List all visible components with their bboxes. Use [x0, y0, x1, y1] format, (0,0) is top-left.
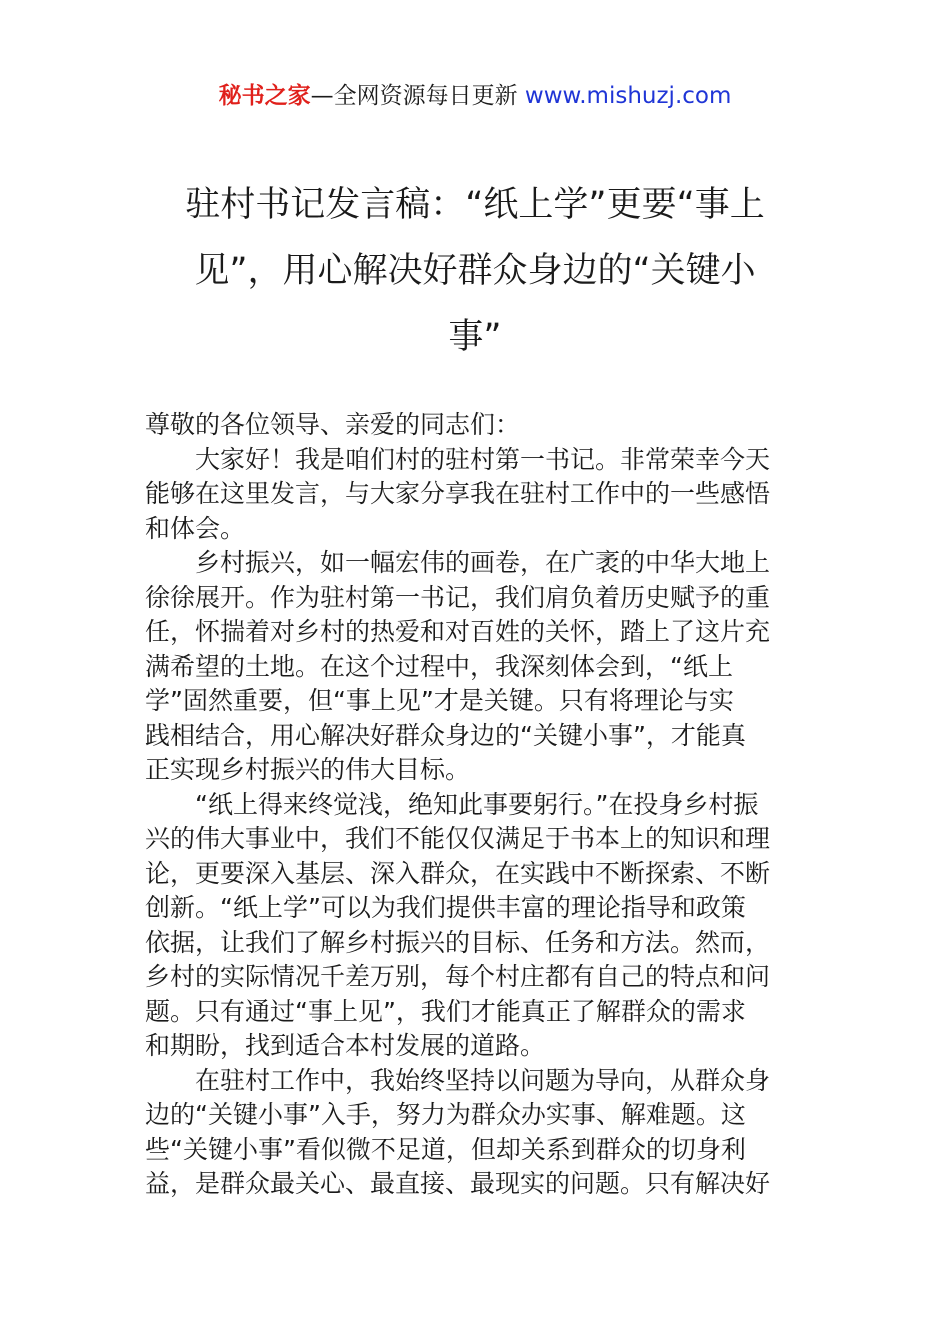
- body-line: 大家好！我是咱们村的驻村第一书记。非常荣幸今天: [195, 444, 771, 474]
- title-line: 见”，用心解决好群众身边的“关键小: [194, 251, 756, 291]
- header-tagline: —全网资源每日更新: [310, 83, 525, 109]
- document-body: [145, 408, 807, 1202]
- body-line: 论，更要深入基层、深入群众，在实践中不断探索、不断: [145, 858, 771, 888]
- title-line: 事”: [448, 317, 502, 357]
- body-line: 些“关键小事”看似微不足道，但却关系到群众的切身利: [145, 1134, 746, 1164]
- body-line: 践相结合，用心解决好群众身边的“关键小事”，才能真: [145, 720, 746, 750]
- body-line: “纸上得来终觉浅，绝知此事要躬行。”在投身乡村振: [195, 789, 759, 819]
- body-line: 正实现乡村振兴的伟大目标。: [145, 755, 471, 784]
- body-line: 和体会。: [145, 513, 246, 543]
- body-line: 任，怀揣着对乡村的热爱和对百姓的关怀，踏上了这片充: [145, 617, 771, 646]
- body-line: 徐徐展开。作为驻村第一书记，我们肩负着历史赋予的重: [145, 582, 771, 612]
- title-line: 驻村书记发言稿：“纸上学”更要“事上: [185, 185, 765, 225]
- salutation: 尊敬的各位领导、亲爱的同志们：: [145, 410, 521, 439]
- site-url-link[interactable]: www.mishuzj.com: [524, 83, 732, 109]
- body-line: 兴的伟大事业中，我们不能仅仅满足于书本上的知识和理: [145, 824, 771, 853]
- brand-name: 秘书之家: [218, 83, 311, 109]
- body-line: 在驻村工作中，我始终坚持以问题为导向，从群众身: [195, 1065, 771, 1095]
- site-header: [0, 80, 950, 112]
- body-line: 创新。“纸上学”可以为我们提供丰富的理论指导和政策: [145, 893, 746, 922]
- body-line: 依据，让我们了解乡村振兴的目标、任务和方法。然而，: [145, 927, 771, 957]
- body-line: 乡村振兴，如一幅宏伟的画卷，在广袤的中华大地上: [195, 548, 771, 577]
- body-line: 题。只有通过“事上见”，我们才能真正了解群众的需求: [145, 996, 746, 1026]
- body-line: 边的“关键小事”入手，努力为群众办实事、解难题。这: [145, 1100, 746, 1129]
- body-line: 益，是群众最关心、最直接、最现实的问题。只有解决好: [145, 1169, 771, 1198]
- body-line: 和期盼，找到适合本村发展的道路。: [145, 1031, 546, 1060]
- body-line: 学”固然重要，但“事上见”才是关键。只有将理论与实: [145, 686, 734, 715]
- body-line: 能够在这里发言，与大家分享我在驻村工作中的一些感悟: [145, 479, 771, 508]
- body-line: 乡村的实际情况千差万别，每个村庄都有自己的特点和问: [145, 962, 771, 991]
- document-title: [140, 172, 810, 370]
- body-line: 满希望的土地。在这个过程中，我深刻体会到，“纸上: [145, 651, 733, 681]
